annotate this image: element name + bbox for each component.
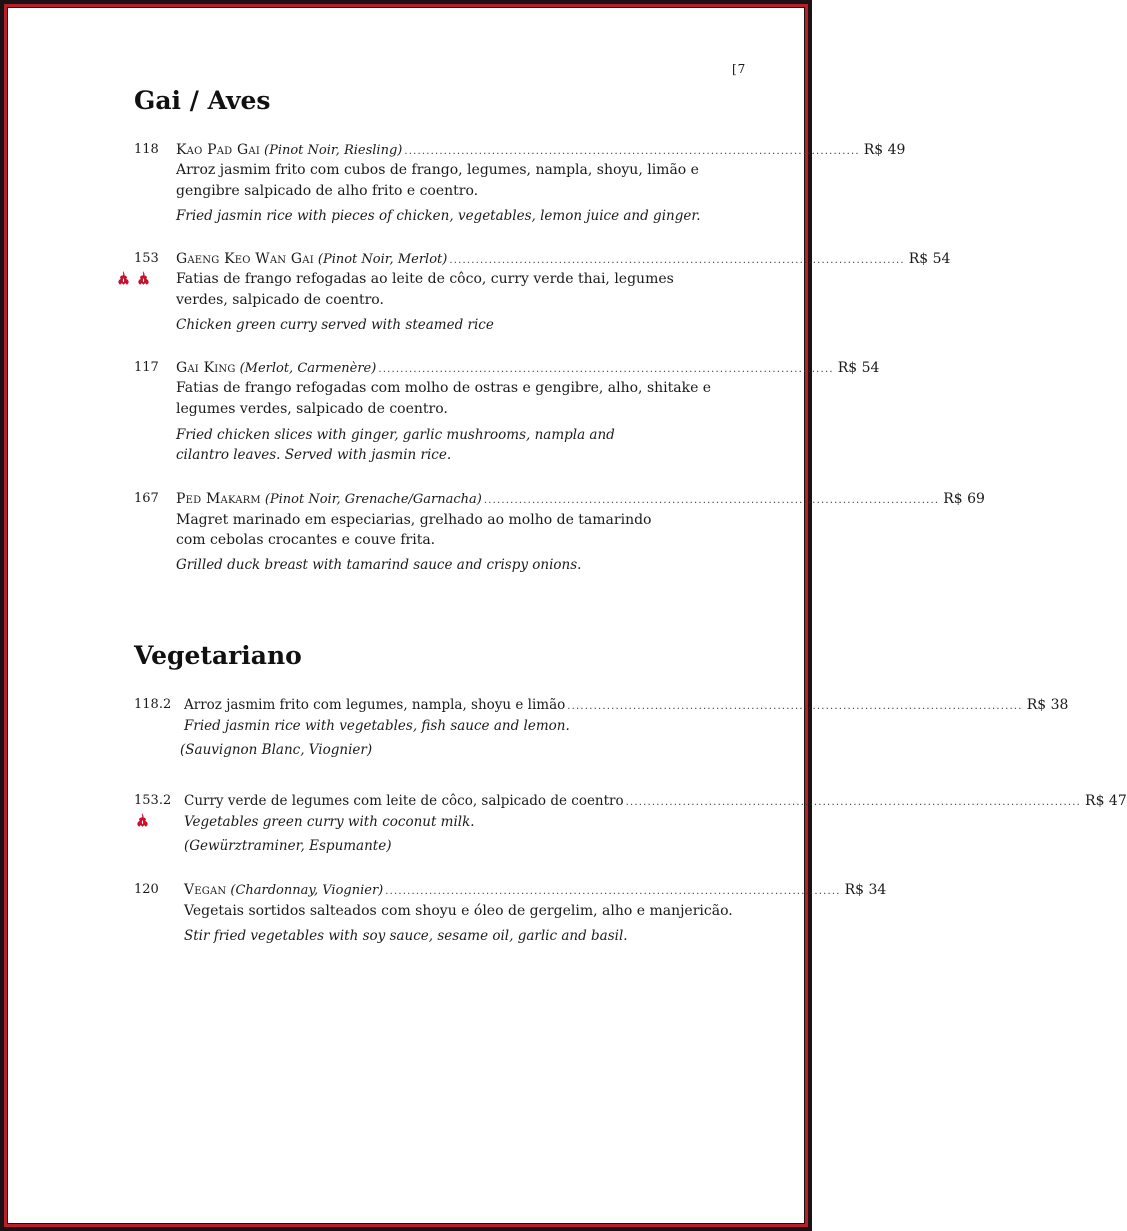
item-price: R$ 34 xyxy=(844,882,887,898)
item-number: 117 xyxy=(134,360,159,375)
item-wine-pairing: (Pinot Noir, Merlot) xyxy=(317,252,448,267)
item-price: R$ 69 xyxy=(943,491,985,507)
item-wine-pairing: (Sauvignon Blanc, Viognier) xyxy=(180,742,373,758)
item-description-pt: Vegetais sortidos salteados com shoyu e óleo de gergelim, alho e manjericão. xyxy=(184,903,733,919)
item-name: Arroz jasmim frito com legumes, nampla, shoyu e limão xyxy=(184,697,566,713)
item-price: R$ 38 xyxy=(1026,697,1069,713)
item-description-en: cilantro leaves. Served with jasmin rice. xyxy=(176,447,452,463)
section-title-gai-aves: Gai / Aves xyxy=(134,86,271,115)
item-description-pt: gengibre salpicado de alho frito e coentro. xyxy=(176,183,479,199)
item-price: R$ 54 xyxy=(908,251,951,267)
item-headline xyxy=(176,489,985,509)
page-number: [7 xyxy=(732,62,747,76)
item-name: Gaeng Keo Wan Gai xyxy=(176,251,314,267)
item-price: R$ 47 xyxy=(1085,793,1127,809)
item-description-pt: Fatias de frango refogadas ao leite de côco, curry verde thai, legumes xyxy=(176,271,674,287)
chili-icon xyxy=(115,269,132,287)
item-wine-pairing: (Merlot, Carmenère) xyxy=(239,361,377,376)
chili-icon xyxy=(134,811,151,829)
dot-leader: ........................................................................................................ xyxy=(567,701,1023,712)
section-title-vegetariano: Vegetariano xyxy=(134,641,302,670)
item-description-en: Fried chicken slices with ginger, garlic mushrooms, nampla and xyxy=(176,427,615,443)
item-price: R$ 54 xyxy=(837,360,880,376)
item-description-en: Vegetables green curry with coconut milk. xyxy=(184,814,475,830)
item-number: 120 xyxy=(134,882,159,897)
item-price: R$ 49 xyxy=(863,142,906,158)
item-name: Ped Makarm xyxy=(176,491,261,507)
item-description-pt: verdes, salpicado de coentro. xyxy=(176,292,384,308)
item-description-pt: Fatias de frango refogadas com molho de ostras e gengibre, alho, shitake e xyxy=(176,380,712,396)
item-headline xyxy=(176,249,951,269)
item-name: Kao Pad Gai xyxy=(176,142,260,158)
item-wine-pairing: (Gewürztraminer, Espumante) xyxy=(184,838,392,854)
item-number: 118.2 xyxy=(134,697,172,712)
item-number: 118 xyxy=(134,142,159,157)
dot-leader: ........................................................................................................ xyxy=(378,364,834,375)
chili-icon xyxy=(135,269,152,287)
item-description-pt: Arroz jasmim frito com cubos de frango, legumes, nampla, shoyu, limão e xyxy=(176,162,699,178)
dot-leader: ........................................................................................................ xyxy=(404,146,860,157)
item-description-pt: legumes verdes, salpicado de coentro. xyxy=(176,401,448,417)
item-wine-pairing: (Pinot Noir, Riesling) xyxy=(264,143,403,158)
item-description-en: Fried jasmin rice with pieces of chicken, vegetables, lemon juice and ginger. xyxy=(176,208,701,224)
dot-leader: ........................................................................................................ xyxy=(449,255,905,266)
item-headline xyxy=(184,791,1127,811)
item-name: Gai King xyxy=(176,360,236,376)
item-headline xyxy=(176,358,880,378)
dot-leader: ........................................................................................................ xyxy=(385,886,841,897)
item-wine-pairing: (Pinot Noir, Grenache/Garnacha) xyxy=(264,492,482,507)
item-description-en: Fried jasmin rice with vegetables, fish sauce and lemon. xyxy=(184,718,570,734)
item-name: Vegan xyxy=(184,882,227,898)
item-headline xyxy=(184,880,887,900)
item-number: 153.2 xyxy=(134,793,172,808)
item-description-en: Grilled duck breast with tamarind sauce and crispy onions. xyxy=(176,557,582,573)
item-headline xyxy=(176,140,906,160)
item-description-pt: com cebolas crocantes e couve frita. xyxy=(176,532,436,548)
spicy-indicator xyxy=(115,269,152,289)
dot-leader: ........................................................................................................ xyxy=(483,495,940,506)
item-name: Curry verde de legumes com leite de côco, salpicado de coentro xyxy=(184,793,624,809)
dot-leader: ........................................................................................................ xyxy=(625,797,1082,808)
item-wine-pairing: (Chardonnay, Viognier) xyxy=(230,883,384,898)
item-description-pt: Magret marinado em especiarias, grelhado ao molho de tamarindo xyxy=(176,512,652,528)
item-number: 153 xyxy=(134,251,159,266)
spicy-indicator xyxy=(134,811,151,831)
item-headline xyxy=(184,695,1069,715)
item-description-en: Stir fried vegetables with soy sauce, sesame oil, garlic and basil. xyxy=(184,928,628,944)
item-description-en: Chicken green curry served with steamed rice xyxy=(176,317,494,333)
item-number: 167 xyxy=(134,491,159,506)
